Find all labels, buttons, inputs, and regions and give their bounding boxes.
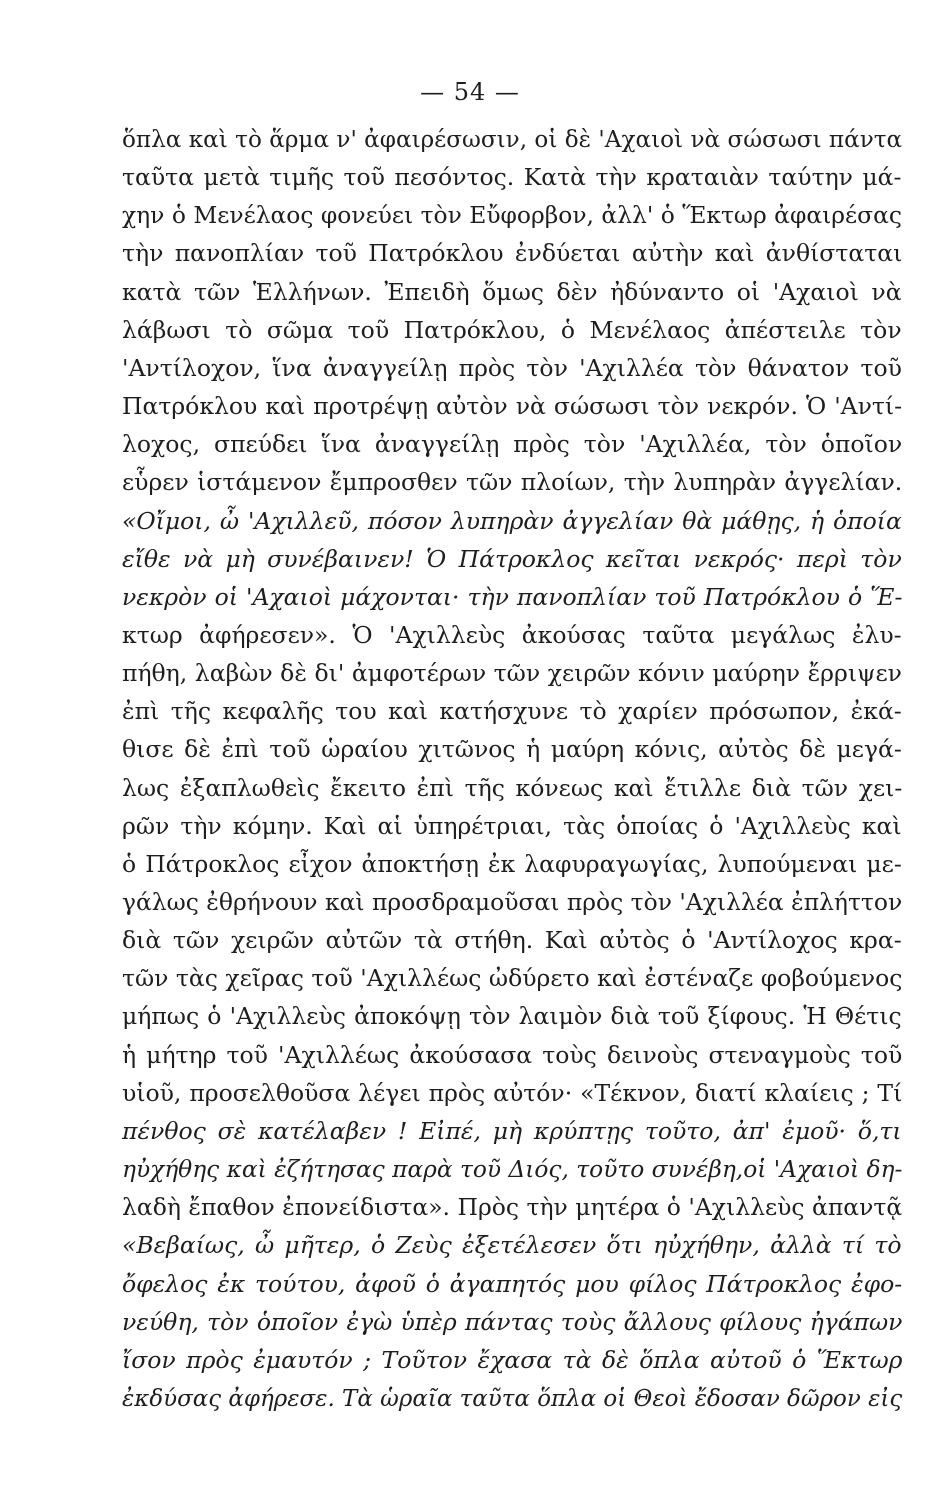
text-line: εὗρεν ἱστάμενον ἔμπροσθεν τῶν πλοίων, τὴν λυπηρὰν ἀγγελίαν. <box>122 468 903 497</box>
text-line: «Βεβαίως, ὦ μῆτερ, ὁ Ζεὺς ἐξετέλεσεν ὅτι ηὐχήθην, ἀλλὰ τί τὸ <box>122 1231 902 1260</box>
text-line: λως ἐξαπλωθεὶς ἔκειτο ἐπὶ τῆς κόνεως καὶ ἔτιλλε διὰ τῶν χει- <box>122 773 903 802</box>
text-line: λοχος, σπεύδει ἵνα ἀναγγείλῃ πρὸς τὸν 'Αχιλλέα, τὸν ὁποῖον <box>122 430 903 459</box>
text-line: ἐκδύσας ἀφήρεσε. Τὰ ὡραῖα ταῦτα ὅπλα οἱ Θεοὶ ἔδοσαν δῶρον εἰς <box>122 1383 903 1412</box>
text-line: ὅπλα καὶ τὸ ἅρμα ν' ἀφαιρέσωσιν, οἱ δὲ 'Αχαιοὶ νὰ σώσωσι πάντα <box>122 125 903 153</box>
text-line: πήθη, λαβὼν δὲ δι' ἀμφοτέρων τῶν χειρῶν κόνιν μαύρην ἔρριψεν <box>122 659 902 688</box>
text-line: κτωρ ἀφήρεσεν». Ὁ 'Αχιλλεὺς ἀκούσας ταῦτα μεγάλως ἐλυ- <box>122 620 902 649</box>
text-line: ἴσον πρὸς ἐμαυτόν ; Τοῦτον ἔχασα τὰ δὲ ὅπλα αὐτοῦ ὁ Ἕκτωρ <box>122 1345 903 1374</box>
text-line: Πατρόκλου καὶ προτρέψῃ αὐτὸν νὰ σώσωσι τὸν νεκρόν. Ὁ 'Αντί- <box>122 392 903 421</box>
text-line: ἐπὶ τῆς κεφαλῆς του καὶ κατήσχυνε τὸ χαρίεν πρόσωπον, ἐκά- <box>122 697 902 726</box>
page-number: — 54 — <box>420 78 520 106</box>
text-line: μήπως ὁ 'Αχιλλεὺς ἀποκόψῃ τὸν λαιμὸν διὰ τοῦ ξίφους. Ἡ Θέτις <box>122 1002 902 1031</box>
text-line: νεκρὸν οἱ 'Αχαιοὶ μάχονται· τὴν πανοπλίαν τοῦ Πατρόκλου ὁ Ἕ- <box>122 582 903 611</box>
text-line: νεύθη, τὸν ὁποῖον ἐγὼ ὑπὲρ πάντας τοὺς ἄλλους φίλους ἠγάπων <box>122 1307 903 1336</box>
text-line: λαδὴ ἔπαθον ἐπονείδιστα». Πρὸς τὴν μητέρα ὁ 'Αχιλλεὺς ἀπαντᾷ <box>122 1193 903 1222</box>
text-line: υἱοῦ, προσελθοῦσα λέγει πρὸς αὐτόν· «Τέκνον, διατί κλαίεις ; Τί <box>122 1078 903 1107</box>
text-line: λάβωσι τὸ σῶμα τοῦ Πατρόκλου, ὁ Μενέλαος ἀπέστειλε τὸν <box>122 315 902 344</box>
text-line: εἴθε νὰ μὴ συνέβαινεν! Ὁ Πάτροκλος κεῖται νεκρός· περὶ τὸν <box>122 544 902 573</box>
text-line: πένθος σὲ κατέλαβεν ! Εἰπέ, μὴ κρύπτῃς τοῦτο, ἀπ' ἐμοῦ· ὅ,τι <box>122 1116 902 1145</box>
text-line: ρῶν τὴν κόμην. Καὶ αἱ ὑπηρέτριαι, τὰς ὁποίας ὁ 'Αχιλλεὺς καὶ <box>122 811 902 840</box>
text-line: 'Αντίλοχον, ἵνα ἀναγγείλῃ πρὸς τὸν 'Αχιλλέα τὸν θάνατον τοῦ <box>122 353 902 382</box>
text-line: ταῦτα μετὰ τιμῆς τοῦ πεσόντος. Κατὰ τὴν κραταιὰν ταύτην μά- <box>122 163 902 192</box>
text-line: ὁ Πάτροκλος εἶχον ἀποκτήσῃ ἐκ λαφυραγωγίας, λυπούμεναι με- <box>122 849 902 878</box>
text-line: θισε δὲ ἐπὶ τοῦ ὡραίου χιτῶνος ἡ μαύρη κόνις, αὐτὸς δὲ μεγά- <box>122 735 902 764</box>
text-line: ηὐχήθης καὶ ἐζήτησας παρὰ τοῦ Διός, τοῦτο συνέβη,οἱ 'Αχαιοὶ δη- <box>122 1155 903 1184</box>
text-line: γάλως ἐθρήνουν καὶ προσδραμοῦσαι πρὸς τὸν 'Αχιλλέα ἐπλήττον <box>122 888 903 916</box>
text-line: ὄφελος ἐκ τούτου, ἀφοῦ ὁ ἀγαπητός μου φίλος Πάτροκλος ἐφο- <box>122 1269 903 1298</box>
text-line: διὰ τῶν χειρῶν αὐτῶν τὰ στήθη. Καὶ αὐτὸς ὁ 'Αντίλοχος κρα- <box>122 926 902 955</box>
text-line: τὴν πανοπλίαν τοῦ Πατρόκλου ἐνδύεται αὐτὴν καὶ ἀνθίσταται <box>122 239 903 268</box>
text-line: ἡ μήτηρ τοῦ 'Αχιλλέως ἀκούσασα τοὺς δεινοὺς στεναγμοὺς τοῦ <box>122 1040 903 1069</box>
text-line: χην ὁ Μενέλαος φονεύει τὸν Εὔφορβον, ἀλλ' ὁ Ἕκτωρ ἀφαιρέσας <box>122 201 903 230</box>
text-line: κατὰ τῶν Ἑλλήνων. Ἐπειδὴ ὅμως δὲν ἠδύναντο οἱ 'Αχαιοὶ νὰ <box>122 277 902 306</box>
text-line: «Οἴμοι, ὦ 'Αχιλλεῦ, πόσον λυπηρὰν ἀγγελίαν θὰ μάθῃς, ἡ ὁποία <box>122 506 902 535</box>
text-line: τῶν τὰς χεῖρας τοῦ 'Αχιλλέως ὠδύρετο καὶ ἐστέναζε φοβούμενος <box>122 964 903 993</box>
